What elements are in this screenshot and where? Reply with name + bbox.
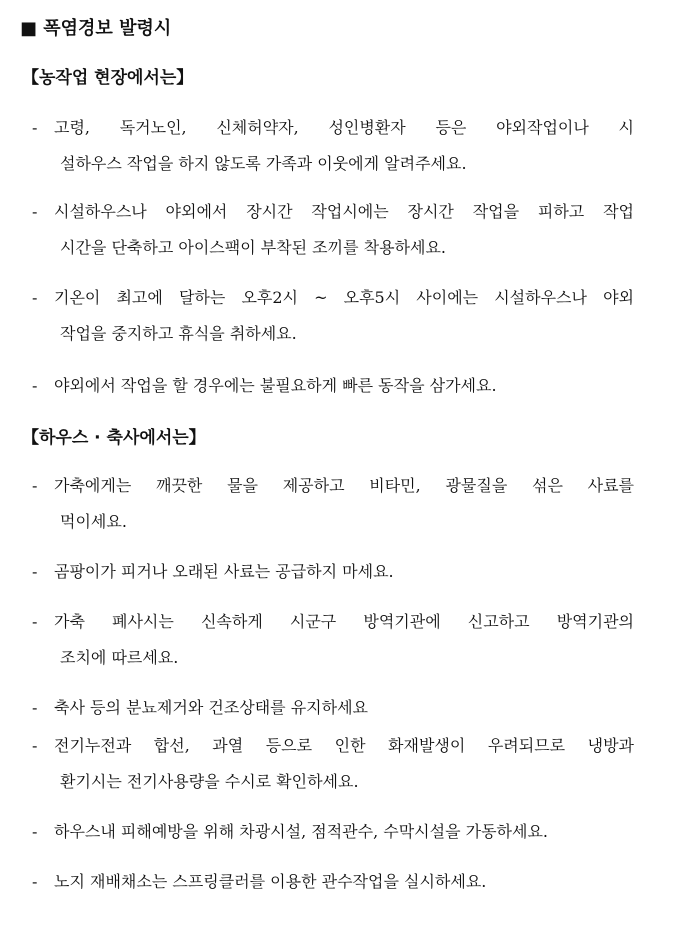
item-text-line: 하우스내 피해예방을 위해 차광시설, 점적관수, 수막시설을 가동하세요. [54, 822, 548, 841]
item-text-line: 작업을 중지하고 휴식을 취하세요. [60, 324, 297, 343]
bullet-dash: - [32, 288, 38, 307]
item-text-line: 환기시는 전기사용량을 수시로 확인하세요. [60, 772, 359, 791]
list-item [32, 468, 634, 540]
item-text-line: 시간을 단축하고 아이스팩이 부착된 조끼를 착용하세요. [60, 238, 447, 257]
list-item [32, 814, 634, 850]
list-item [32, 110, 634, 182]
list-item [32, 728, 634, 800]
item-text-line: 조치에 따르세요. [60, 648, 179, 667]
list-item [32, 368, 634, 404]
item-text-line: 가축에게는 깨끗한 물을 제공하고 비타민, 광물질을 섞은 사료를 [54, 476, 634, 495]
bullet-dash: - [32, 118, 38, 137]
item-text-line: 고령, 독거노인, 신체허약자, 성인병환자 등은 야외작업이나 시 [54, 118, 634, 137]
section-heading-farm-work: 【농작업 현장에서는】 [22, 68, 194, 88]
item-text-line: 축사 등의 분뇨제거와 건조상태를 유지하세요 [54, 698, 369, 717]
list-item [32, 690, 634, 726]
section-heading-house-barn: 【하우스 · 축사에서는】 [22, 428, 206, 448]
bullet-dash: - [32, 736, 38, 755]
bullet-dash: - [32, 698, 38, 717]
item-text-line: 곰팡이가 피거나 오래된 사료는 공급하지 마세요. [54, 562, 394, 581]
item-text-line: 먹이세요. [60, 512, 127, 531]
list-item [32, 864, 634, 900]
item-text-line: 전기누전과 합선, 과열 등으로 인한 화재발생이 우려되므로 냉방과 [54, 736, 634, 755]
bullet-dash: - [32, 562, 38, 581]
item-text-line: 노지 재배채소는 스프링클러를 이용한 관수작업을 실시하세요. [54, 872, 487, 891]
bullet-dash: - [32, 376, 38, 395]
item-text-line: 가축 폐사시는 신속하게 시군구 방역기관에 신고하고 방역기관의 [54, 612, 634, 631]
list-item [32, 604, 634, 676]
bullet-dash: - [32, 822, 38, 841]
item-text-line: 기온이 최고에 달하는 오후2시 ~ 오후5시 사이에는 시설하우스나 야외 [54, 288, 634, 307]
list-item [32, 194, 634, 266]
bullet-dash: - [32, 872, 38, 891]
bullet-dash: - [32, 202, 38, 221]
bullet-dash: - [32, 476, 38, 495]
list-item [32, 554, 634, 590]
item-text-line: 야외에서 작업을 할 경우에는 불필요하게 빠른 동작을 삼가세요. [54, 376, 497, 395]
bullet-dash: - [32, 612, 38, 631]
item-text-line: 시설하우스나 야외에서 장시간 작업시에는 장시간 작업을 피하고 작업 [54, 202, 634, 221]
list-item [32, 280, 634, 352]
page-title: ■ 폭염경보 발령시 [20, 18, 172, 39]
item-text-line: 설하우스 작업을 하지 않도록 가족과 이웃에게 알려주세요. [60, 154, 467, 173]
